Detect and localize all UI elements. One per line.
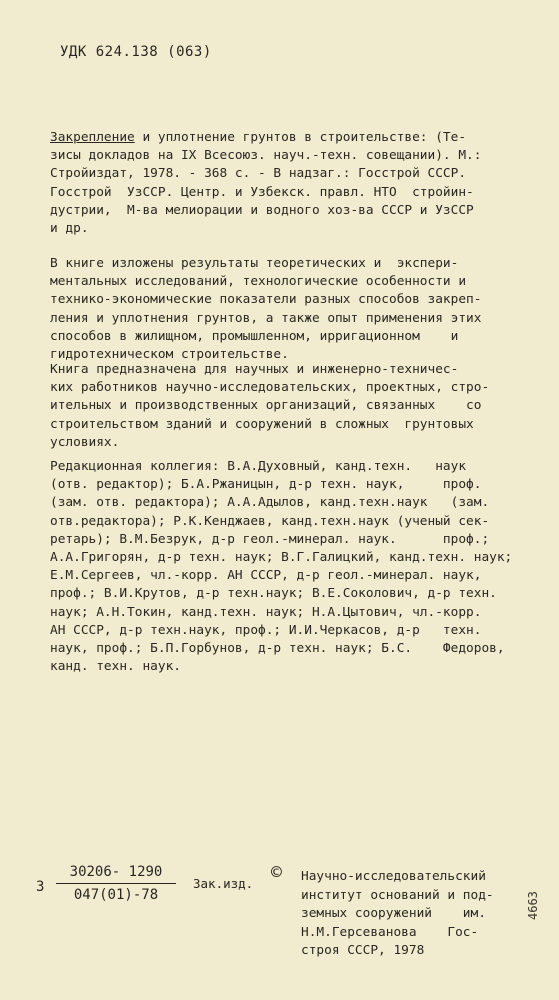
copyright-line: институт оснований и под- xyxy=(301,887,494,903)
annotation-line: технико-экономические показатели разных способов закреп- xyxy=(50,292,482,308)
biblio-line: и др. xyxy=(50,221,89,237)
purpose-line: Книга предназначена для научных и инженерно-техничес- xyxy=(50,362,459,377)
board-line: наук, проф.; Б.П.Горбунов, д-р техн. наук; Б.С. Федоров, xyxy=(50,641,505,657)
side-stamp-number: 4663 xyxy=(526,891,540,920)
board-line: (отв. редактор); Б.А.Ржаницын, д-р техн. наук, проф. xyxy=(50,477,482,493)
purpose-line: ких работников научно-исследовательских, проектных, стро- xyxy=(50,380,490,396)
purpose-paragraph xyxy=(50,361,530,452)
annotation-line: способов в жилищном, промышленном, ирригационном и xyxy=(50,328,459,344)
board-line: канд. техн. наук. xyxy=(50,659,181,675)
copyright-line: Научно-исследовательский xyxy=(301,869,486,884)
fraction-denominator: 047(01)-78 xyxy=(73,887,159,903)
fraction-numerator: 30206- 1290 xyxy=(56,864,176,884)
biblio-line: Госстрой УзССР. Центр. и Узбекск. правл. НТО стройин- xyxy=(50,184,474,200)
copyright-line: Н.М.Герсеванова Гос- xyxy=(301,924,479,940)
copyright-line: земных сооружений им. xyxy=(301,906,486,921)
board-line: АН СССР, д-р техн.наук, проф.; И.И.Черкасов, д-р техн. xyxy=(50,622,482,638)
annotation-line: В книге изложены результаты теоретических и экспери- xyxy=(50,256,459,271)
biblio-line xyxy=(50,129,530,147)
biblio-line: зисы докладов на IX Всесоюз. науч.-техн. совещании). М.: xyxy=(50,148,482,164)
annotation-line: ления и уплотнения грунтов, а также опыт применения этих xyxy=(50,310,482,326)
purpose-line: строительством зданий и сооружений в сложных грунтовых xyxy=(50,416,474,432)
board-line: А.А.Григорян, д-р техн. наук; В.Г.Галицкий, канд.техн. наук; xyxy=(50,550,513,566)
annotation-line: ментальных исследований, технологические особенности и xyxy=(50,274,467,290)
board-line: отв.редактора); Р.К.Кенджаев, канд.техн.наук (ученый сек- xyxy=(50,513,490,529)
biblio-line: Стройиздат, 1978. - 368 с. - В надзаг.: Госстрой СССР. xyxy=(50,166,467,182)
copyright-icon: © xyxy=(271,862,282,883)
copyright-line: строя СССР, 1978 xyxy=(301,943,425,958)
biblio-title-word: Закрепление xyxy=(50,130,135,145)
editorial-board-paragraph xyxy=(50,458,530,676)
board-line: Е.М.Сергеев, чл.-корр. АН СССР, д-р геол.-минерал. наук, xyxy=(50,568,482,584)
bibliographic-description xyxy=(50,129,530,238)
biblio-line: дустрии, М-ва мелиорации и водного хоз-ва СССР и УзССР xyxy=(50,202,474,218)
order-label: Зак.изд. xyxy=(193,876,254,891)
udk-code: УДК 624.138 (063) xyxy=(60,44,212,60)
copyright-notice xyxy=(301,868,494,961)
board-line: наук; А.Н.Токин, канд.техн. наук; Н.А.Цытович, чл.-корр. xyxy=(50,604,482,620)
purpose-line: условиях. xyxy=(50,434,120,450)
annotation-line: гидротехническом строительстве. xyxy=(50,347,289,363)
board-line: ретарь); В.М.Безрук, д-р геол.-минерал. наук. проф.; xyxy=(50,531,490,547)
board-line: (зам. отв. редактора); А.А.Адылов, канд.техн.наук (зам. xyxy=(50,495,490,511)
purpose-line: ительных и производственных организаций, связанных со xyxy=(50,398,482,414)
board-line: проф.; В.И.Крутов, д-р техн.наук; В.Е.Соколович, д-р техн. xyxy=(50,586,497,602)
biblio-line-rest: и уплотнение грунтов в строительстве: (Те- xyxy=(134,130,467,145)
board-line: Редакционная коллегия: В.А.Духовный, канд.техн. наук xyxy=(50,459,467,474)
annotation-paragraph xyxy=(50,255,530,364)
footer-index-number: 3 xyxy=(36,879,45,895)
catalog-fraction xyxy=(56,864,176,903)
